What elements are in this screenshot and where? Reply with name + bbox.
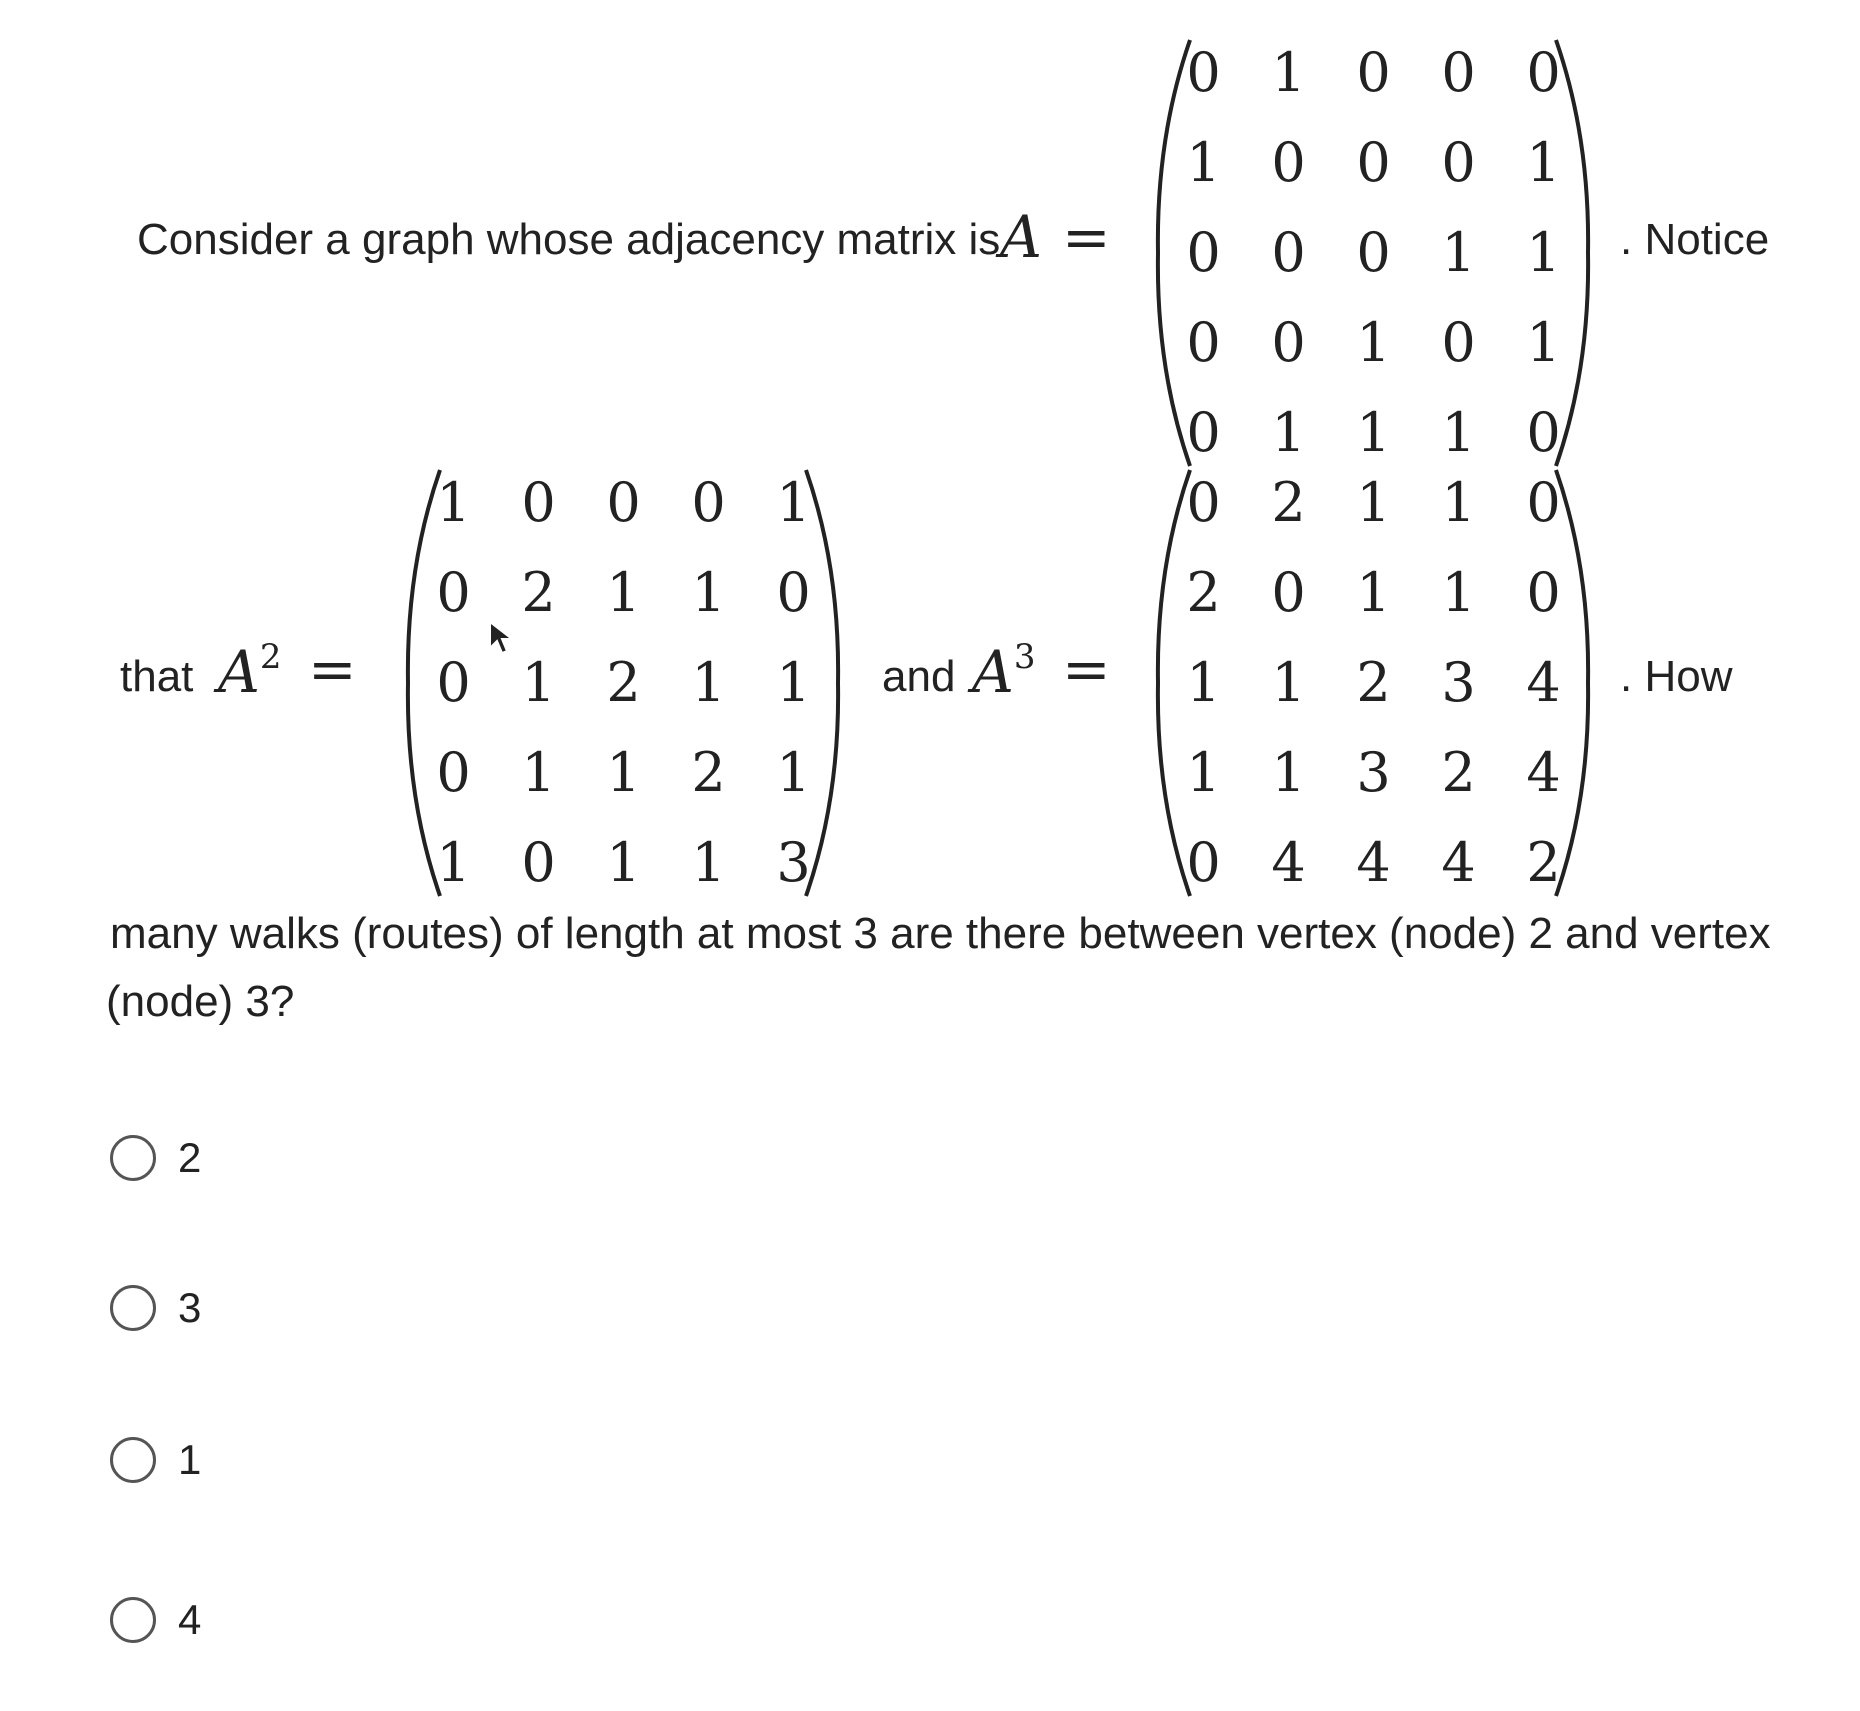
matrix-cell: 1 [1186,741,1221,804]
a2-label [218,637,282,706]
matrix-cell: 3 [1441,651,1476,714]
matrix-cell: 1 [691,651,726,714]
matrix-cell: 0 [1186,831,1221,894]
matrix-cell: 1 [606,561,641,624]
how-text: . How [1620,652,1733,701]
matrix-cell: 1 [776,651,811,714]
matrix-cell: 1 [436,831,471,894]
option-label: 2 [178,1134,202,1181]
matrix-cell: 1 [691,831,726,894]
var-a: A [1000,203,1042,271]
matrix-cell: 0 [1186,401,1221,464]
matrix-cell: 0 [1441,41,1476,104]
matrix-cell: 1 [521,741,556,804]
matrix-a [1148,28,1598,478]
a3-label [972,637,1036,706]
matrix-cell: 1 [1441,561,1476,624]
matrix-cell: 4 [1526,651,1561,714]
option-label: 4 [178,1596,202,1643]
matrix-cell: 0 [1271,561,1306,624]
equals-sign-2: = [308,635,357,703]
matrix-cell: 2 [521,561,556,624]
a2-base: A [218,638,260,706]
matrix-a3 [1148,458,1598,908]
matrix-cell: 1 [1441,471,1476,534]
a2-exp: 2 [259,637,282,677]
matrix-cell: 1 [1356,471,1391,534]
equals-sign: = [1062,203,1111,271]
matrix-cell: 1 [776,471,811,534]
matrix-cell: 1 [776,741,811,804]
matrix-cell: 0 [1186,311,1221,374]
matrix-cell: 3 [776,831,811,894]
matrix-a2-grid [411,458,836,908]
matrix-cell: 0 [1271,221,1306,284]
option-2[interactable] [110,1278,201,1338]
notice-text: . Notice [1620,215,1770,264]
option-3[interactable] [110,1430,201,1490]
matrix-cell: 1 [1271,401,1306,464]
matrix-cell: 1 [1271,651,1306,714]
a3-base: A [972,638,1014,706]
matrix-a-grid [1161,28,1586,478]
matrix-cell: 1 [1271,741,1306,804]
mouse-cursor-icon [488,620,514,656]
matrix-cell: 0 [1356,131,1391,194]
radio-button[interactable] [110,1437,156,1483]
matrix-cell: 1 [1441,401,1476,464]
question-line-4: (node) 3? [106,977,295,1026]
matrix-cell: 0 [436,561,471,624]
matrix-cell: 0 [1526,471,1561,534]
radio-button[interactable] [110,1285,156,1331]
radio-button[interactable] [110,1135,156,1181]
matrix-cell: 0 [1271,131,1306,194]
matrix-cell: 2 [1526,831,1561,894]
matrix-cell: 1 [1441,221,1476,284]
matrix-cell: 4 [1526,741,1561,804]
matrix-cell: 0 [1186,471,1221,534]
option-4[interactable] [110,1590,201,1650]
matrix-cell: 0 [776,561,811,624]
matrix-cell: 0 [691,471,726,534]
matrix-cell: 1 [606,831,641,894]
option-label: 3 [178,1284,202,1331]
matrix-cell: 0 [1526,401,1561,464]
matrix-cell: 4 [1271,831,1306,894]
matrix-cell: 0 [1441,311,1476,374]
matrix-cell: 2 [1356,651,1391,714]
option-label: 1 [178,1436,202,1483]
matrix-cell: 1 [436,471,471,534]
option-1[interactable] [110,1128,201,1188]
matrix-cell: 0 [1271,311,1306,374]
matrix-cell: 1 [1526,131,1561,194]
matrix-cell: 0 [1186,221,1221,284]
radio-button[interactable] [110,1597,156,1643]
matrix-cell: 2 [1186,561,1221,624]
matrix-cell: 0 [1356,41,1391,104]
matrix-cell: 1 [1356,401,1391,464]
matrix-cell: 1 [1356,311,1391,374]
matrix-cell: 0 [1441,131,1476,194]
matrix-cell: 3 [1356,741,1391,804]
matrix-cell: 0 [521,471,556,534]
matrix-cell: 1 [521,651,556,714]
matrix-cell: 0 [436,741,471,804]
matrix-cell: 1 [606,741,641,804]
and-text: and [882,652,956,701]
that-text: that [120,652,194,701]
matrix-cell: 0 [1526,561,1561,624]
matrix-cell: 0 [1356,221,1391,284]
matrix-cell: 1 [1526,221,1561,284]
matrix-cell: 0 [606,471,641,534]
matrix-cell: 1 [1186,651,1221,714]
matrix-cell: 2 [691,741,726,804]
matrix-cell: 1 [1356,561,1391,624]
matrix-cell: 1 [691,561,726,624]
matrix-cell: 0 [1186,41,1221,104]
matrix-cell: 2 [1441,741,1476,804]
matrix-cell: 0 [1526,41,1561,104]
matrix-cell: 0 [436,651,471,714]
matrix-cell: 4 [1441,831,1476,894]
matrix-cell: 4 [1356,831,1391,894]
question-intro: Consider a graph whose adjacency matrix is [137,215,1001,264]
matrix-cell: 2 [606,651,641,714]
matrix-a3-grid [1161,458,1586,908]
matrix-a2 [398,458,848,908]
matrix-cell: 1 [1271,41,1306,104]
matrix-cell: 0 [521,831,556,894]
matrix-cell: 1 [1526,311,1561,374]
matrix-cell: 1 [1186,131,1221,194]
equals-sign-3: = [1062,635,1111,703]
matrix-cell: 2 [1271,471,1306,534]
question-line-3: many walks (routes) of length at most 3 are there between vertex (node) 2 and vertex [110,909,1771,958]
a3-exp: 3 [1013,637,1036,677]
